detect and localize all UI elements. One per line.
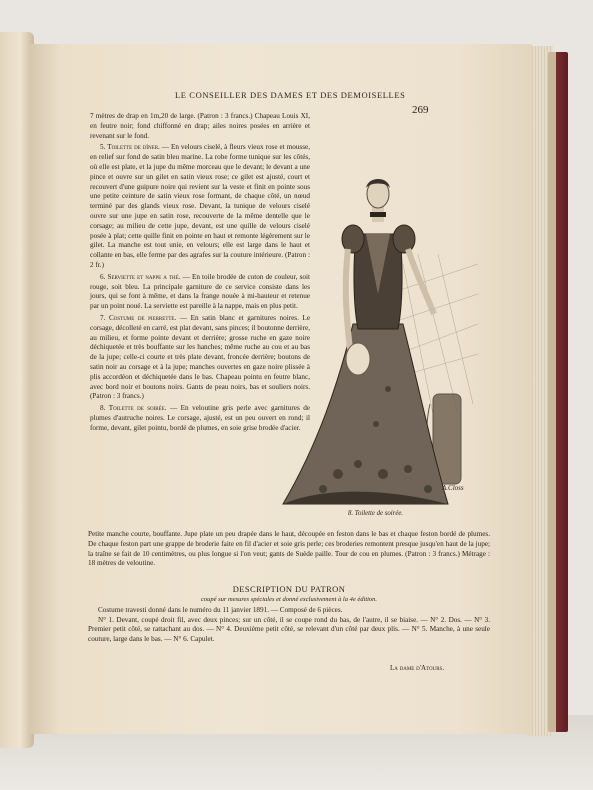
page-number: 269 xyxy=(412,104,429,116)
paragraph-heading: 5. Toilette de dîner. xyxy=(100,143,160,152)
book-cover xyxy=(548,52,568,732)
paragraph-body: — En velours ciselé, à fleurs vieux rose et mousse, en relief sur fond de satin bleu marine. La robe forme tunique sur les côtés, où elle est plate, et la jupe du même morceau que le devant; le devant a une pince et ouvre sur un gilet en satin vieux rose; ce gilet est ajusté, court et recouvert d'une guipure noire qui revient sur la veste et finit en pointe sous une petite ceinture de satin vieux rose formant, de chaque côté, un nœud terminé par des glands vieux rose. Devant, la tunique de velours ciselé ouvre sur une jupe en satin rose, recouverte de la même dentelle que le corsage; au milieu de cette jupe, devant, est une quille de velours ciselé posée à plat; cette quille finit en pointe en haut et remonte légèrement sur le gilet. La manche est tout unie, en velours; elle est large dans le haut et collante en bas, elle ferme par des agrafes sur la couture intérieure. (Patron : 2 fr.) xyxy=(90,143,310,269)
paragraph: Petite manche courte, bouffante. Jupe plate un peu drapée dans le haut, découpée en feston dans le bas et chaque feston bordé de plumes. De chaque feston part une grappe de broderie faite en fil d'acier et soie gris perle; ces broderies remontent presque jusqu'en haut de la jupe; la traîne se fait de 10 centimètres, ou plus longue si l'on veut; gants de Suède paille. Tour de cou en plumes. (Patron : 3 francs.) Métrage : 18 mètres de veloutine. xyxy=(88,530,490,568)
author-signature: La dame d'Atours. xyxy=(390,664,445,672)
paragraph-heading: 8. Toilette de soirée. xyxy=(100,404,167,413)
paragraph-body: — En satin blanc et garnitures noires. Le corsage, décolleté en carré, est plat devant, sans pinces; il boutonne derrière, au milieu, et forme pointe devant et derrière; grosse ruche en gaze noire déchiquetée et très bouffante sur les hanches; même ruche au cou et au bas de la jupe; celle-ci courte et très plate devant, froncée derrière; boutons de satin noir au corsage et à la jupe; manches ouvertes en gaze noire plissée à plis accordéon et déchiquetée dans le bas. Chapeau pointu en feutre blanc, avec bord noir et boutons noirs. Gants de peau noirs, bas et souliers noirs. (Patron : 3 francs.) xyxy=(90,313,311,401)
left-page-edge xyxy=(0,32,34,748)
paragraph: N° 1. Devant, coupé droit fil, avec deux pinces; sur un côté, il se coupe rond du bas, de l'autre, il se biaise. — N° 2. Dos. — N° 3. Premier petit côté, se rattachant au dos. — N° 4. Deuxième petit côté, se relevant d'un côté par deux plis. — N° 5. Manche, à une seule couture, large dans le bas. — N° 6. Capulet. xyxy=(88,615,490,643)
paragraph-body: — En veloutine gris perle avec garnitures de plumes d'autruche noires. Le corsage, ajusté, est un peu ouvert en rond; il forme, devant, gilet pointu, bordé de plumes, en soie grise brodée d'acier. xyxy=(90,404,310,432)
paragraph-heading: 7. Costume de pierrette. xyxy=(100,313,177,322)
section-title: DESCRIPTION DU PATRON xyxy=(232,584,346,594)
running-title: LE CONSEILLER DES DAMES ET DES DEMOISELLES xyxy=(175,90,406,100)
paragraph: Costume travesti donné dans le numéro du 11 janvier 1891. — Composé de 6 pièces. xyxy=(98,606,343,614)
paragraph: 7 mètres de drap en 1m,20 de large. (Patron : 3 francs.) Chapeau Louis XI, en feutre noir; fond chiffonné en drap; ailes noires posées en arrière et revenant sur le fond. xyxy=(90,112,310,140)
artist-signature: A.Closs xyxy=(442,484,464,492)
paragraph-heading: 6. Serviette et nappe a thé. xyxy=(100,272,181,281)
fashion-illustration xyxy=(258,174,478,514)
section-subtitle: coupé sur mesures spéciales et donné exclusivement à la 4e édition. xyxy=(200,596,378,603)
book-page xyxy=(30,44,532,734)
figure-caption: 8. Toilette de soirée. xyxy=(348,510,404,517)
paragraph-body: — En toile brodée de coton de couleur, soit rouge, soit bleu. La principale garniture de ce service consiste dans les jours, qui se font à même, et dans la frange nouée à mi-hauteur et retenue par un point noué. La serviette est pareille à la nappe, mais en plus petit. xyxy=(90,272,311,311)
full-width-text xyxy=(88,530,490,569)
pattern-description xyxy=(88,606,490,644)
